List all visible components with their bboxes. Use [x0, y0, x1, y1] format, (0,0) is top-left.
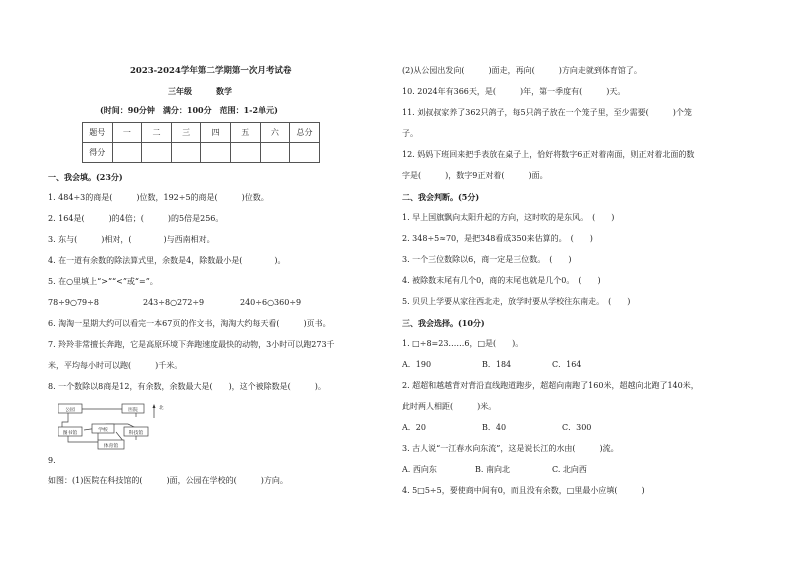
score-input-cell[interactable] [260, 143, 290, 163]
score-cell: 得分 [83, 143, 113, 163]
choice-1-option-b: B．184 [482, 360, 512, 369]
score-cell: 五 [230, 123, 260, 143]
score-cell: 总分 [290, 123, 320, 143]
choice-3-option-c: C. 北向西 [552, 465, 587, 474]
score-cell: 一 [112, 123, 142, 143]
judge-4: 4. 被除数末尾有几个0，商的末尾也就是几个0。 ( ) [402, 276, 601, 285]
section-1-heading: 一、我会填。(23分) [48, 172, 123, 182]
map-north-label: 北 [159, 406, 164, 411]
compare-expr-3: 240÷6○360÷9 [240, 298, 302, 307]
exam-title: 2023-2024学年第二学期第一次月考试卷 [130, 66, 292, 76]
map-label-hospital: 医院 [128, 407, 138, 413]
question-1-1: 1. 484÷3的商是( )位数，192÷5的商是( )位数。 [48, 193, 269, 202]
north-arrow-icon [153, 404, 165, 418]
score-input-cell[interactable] [112, 143, 142, 163]
compare-expr-2: 243÷8○272÷9 [143, 298, 205, 307]
question-1-12-line1: 12. 妈妈下班回来把手表放在桌子上，恰好将数字6正对着南面，则正对着北面的数 [402, 150, 695, 159]
choice-2-option-c: C．300 [562, 423, 592, 432]
question-1-7-line1: 7. 羚羚非常擅长奔跑，它是高原环境下奔跑速度最快的动物，3小时可以跑273千 [48, 340, 335, 349]
choice-2-option-a: A．20 [402, 423, 426, 432]
direction-map-diagram [58, 402, 170, 450]
score-table-score-row [83, 143, 320, 163]
question-1-9-part2: (2)从公园出发向( )面走，再向( )方向走就到体育馆了。 [402, 66, 642, 75]
subject-label: 数学 [216, 86, 232, 96]
question-1-9: 如图：(1)医院在科技馆的( )面，公园在学校的( )方向。 [48, 476, 288, 485]
map-label-library: 图书馆 [62, 430, 78, 436]
score-cell: 六 [260, 123, 290, 143]
judge-5: 5. 贝贝上学要从家往西北走，放学时要从学校往东南走。 ( ) [402, 297, 631, 306]
question-1-10: 10. 2024年有366天，是( )年，第一季度有( )天。 [402, 87, 626, 96]
question-1-11-line1: 11. 刘叔叔家养了362只鸽子，每5只鸽子放在一个笼子里，至少需要( )个笼 [402, 108, 692, 117]
score-input-cell[interactable] [171, 143, 201, 163]
judge-3: 3. 一个三位数除以6，商一定是三位数。 ( ) [402, 255, 572, 264]
compare-expr-1: 78÷9○79÷8 [48, 298, 99, 307]
question-1-11-line2: 子。 [402, 129, 418, 138]
score-cell: 题号 [83, 123, 113, 143]
map-label-gym: 体育馆 [103, 443, 119, 449]
score-input-cell[interactable] [201, 143, 231, 163]
choice-2-line2: 此时两人相距( )米。 [402, 402, 497, 411]
question-1-2: 2. 164是( )的4倍；( )的5倍是256。 [48, 214, 224, 223]
question-1-8: 8. 一个数除以8商是12，有余数，余数最大是( )，这个被除数是( )。 [48, 382, 326, 391]
choice-3-option-a: A. 西向东 [402, 465, 437, 474]
section-3-heading: 三、我会选择。(10分) [402, 318, 485, 328]
score-table [82, 122, 320, 163]
question-1-7-line2: 米，平均每小时可以跑( )千米。 [48, 361, 183, 370]
question-1-12-line2: 字是( )，数字9正对着( )面。 [402, 171, 548, 180]
choice-2-line1: 2. 超超和越越背对背沿直线跑道跑步，超超向南跑了160米，超越向北跑了140米， [402, 381, 699, 390]
grade-label: 三年级 [168, 86, 192, 96]
question-1-4: 4. 在一道有余数的除法算式里，余数是4，除数最小是( )。 [48, 256, 286, 265]
score-table-header-row [83, 123, 320, 143]
score-input-cell[interactable] [290, 143, 320, 163]
choice-4: 4. 5□5÷5，要使商中间有0，而且没有余数，□里最小应填( ) [402, 486, 645, 495]
score-input-cell[interactable] [142, 143, 172, 163]
question-1-3: 3. 东与( )相对，( )与西南相对。 [48, 235, 215, 244]
score-cell: 四 [201, 123, 231, 143]
map-label-school: 学校 [98, 427, 108, 433]
score-input-cell[interactable] [230, 143, 260, 163]
section-2-heading: 二、我会判断。(5分) [402, 192, 480, 202]
exam-info: (时间：90分钟 满分：100分 范围：1-2单元) [100, 105, 278, 115]
choice-2-option-b: B．40 [482, 423, 507, 432]
map-label-park: 公园 [65, 407, 75, 413]
question-1-9-number: 9. [48, 456, 56, 465]
choice-3: 3. 古人说“一江春水向东流”，这是说长江的水由( )流。 [402, 444, 619, 453]
judge-2: 2. 348÷5≈70，是把348看成350来估算的。 ( ) [402, 234, 593, 243]
question-1-6: 6. 淘淘一星期大约可以看完一本67页的作文书，淘淘大约每天看( )页书。 [48, 319, 331, 328]
choice-1-option-c: C．164 [552, 360, 582, 369]
judge-1: 1. 早上国旗飘向太阳升起的方向，这时吹的是东风。 ( ) [402, 213, 615, 222]
choice-1-option-a: A．190 [402, 360, 432, 369]
question-1-5: 5. 在○里填上“>”“<”或“=”。 [48, 277, 158, 286]
choice-1: 1. □÷8=23……6，□是( )。 [402, 339, 524, 348]
map-label-museum: 科技馆 [128, 430, 144, 436]
score-cell: 三 [171, 123, 201, 143]
choice-3-option-b: B. 南向北 [475, 465, 510, 474]
score-cell: 二 [142, 123, 172, 143]
